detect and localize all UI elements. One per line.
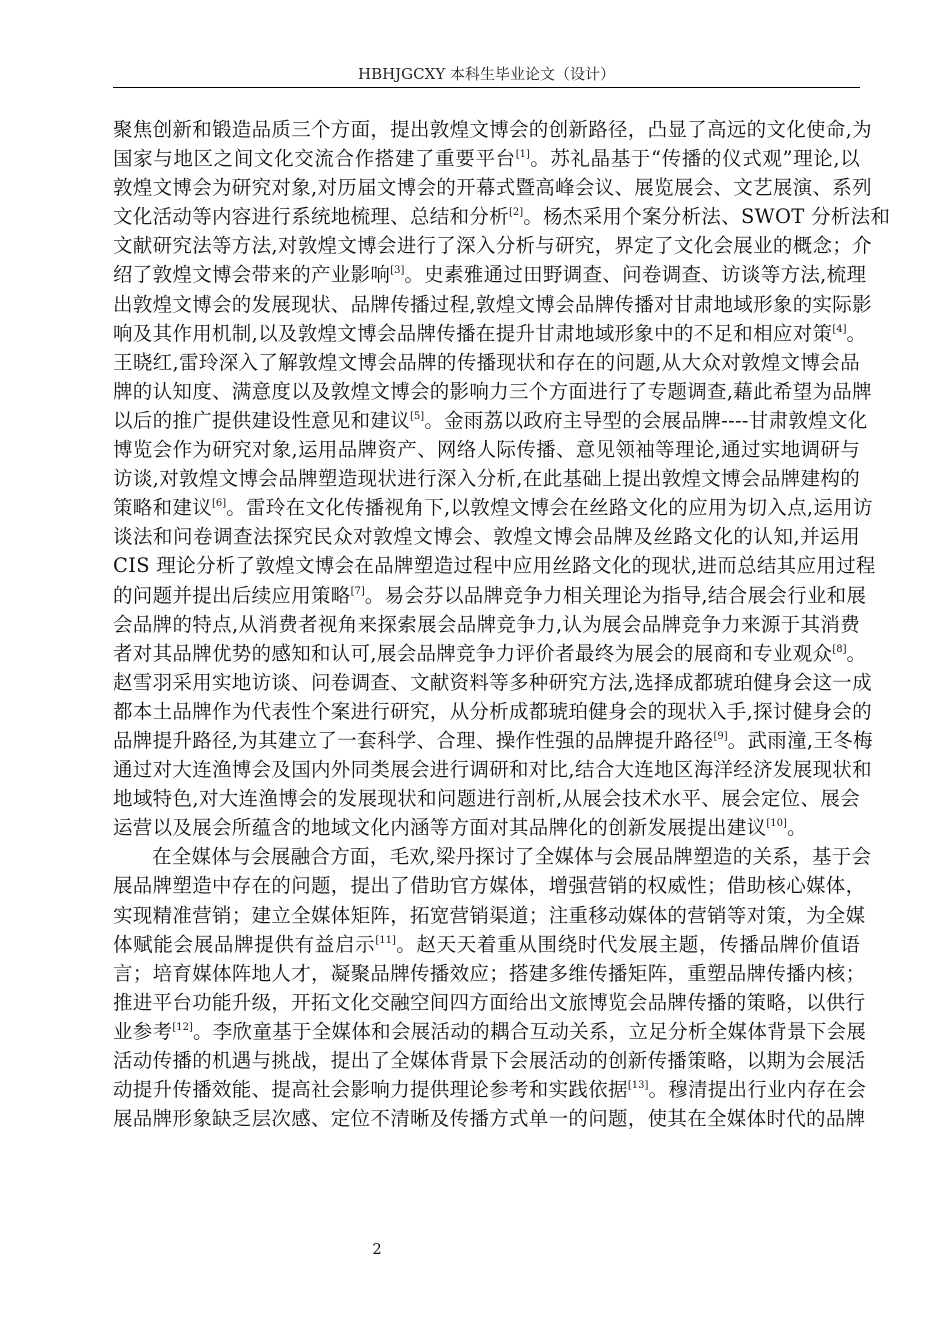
line-text: CIS 理论分析了敦煌文博会在品牌塑造过程中应用丝路文化的现状,进而总结其应用过程 [113,554,876,578]
line-text: 实现精准营销；建立全媒体矩阵，拓宽营销渠道；注重移动媒体的营销等对策，为全媒 [113,903,866,927]
text-line [113,959,866,988]
text-line [113,115,872,144]
line-text: 展品牌形象缺乏层次感、定位不清晰及传播方式单一的问题，使其在全媒体时代的品牌 [113,1107,866,1131]
citation-marker: [2] [509,207,524,219]
line-text-tail: 。杨杰采用个案分析法、SWOT 分析法和 [523,205,891,229]
text-line [113,930,860,959]
line-text: 策略和建议 [113,496,213,520]
line-text-tail: 。 [846,641,867,665]
citation-marker: [4] [832,323,847,335]
text-line [113,348,860,377]
line-text: 业参考 [113,1019,173,1043]
line-text: 活动传播的机遇与挑战，提出了全媒体背景下会展活动的创新传播策略，以期为会展活 [113,1049,866,1072]
line-text: 地域特色,对大连渔博会的发展现状和问题进行剖析,从展会技术水平、展会定位、展会 [113,787,860,811]
line-text-tail: 。金雨荔以政府主导型的会展品牌----甘肃敦煌文化 [424,408,868,432]
text-line [113,144,860,173]
text-line [113,1104,866,1133]
text-line [113,493,873,522]
citation-marker: [10] [766,818,787,830]
line-text: 出敦煌文博会的发展现状、品牌传播过程,敦煌文博会品牌传播对甘肃地域形象的实际影 [113,292,872,316]
text-line [113,988,866,1017]
text-line [113,406,868,435]
citation-marker: [5] [410,410,425,422]
text-line [113,260,867,289]
line-text-tail: 。雷玲在文化传播视角下,以敦煌文博会在丝路文化的应用为切入点,运用访 [226,496,873,520]
citation-marker: [13] [627,1080,649,1092]
text-line [113,726,873,755]
citation-marker: [6] [212,498,227,510]
line-text: 者对其品牌优势的感知和认可,展会品牌竞争力评价者最终为展会的展商和专业观众 [113,641,833,665]
page-header [113,64,860,88]
line-text-tail: 。穆清提出行业内存在会 [648,1078,867,1102]
line-text-tail: 。赵天天着重从围绕时代发展主题，传播品牌价值语 [395,932,860,956]
line-text: 的问题并提出后续应用策略 [113,583,351,607]
line-text: 展品牌塑造中存在的问题，提出了借助官方媒体，增强营销的权威性；借助核心媒体， [113,874,866,898]
line-text: 牌的认知度、满意度以及敦煌文博会的影响力三个方面进行了专题调查,藉此希望为品牌 [113,379,872,403]
line-text: 言；培育媒体阵地人才，凝聚品牌传播效应；搭建多维传播矩阵，重塑品牌传播内核； [113,961,866,985]
line-text: 响及其作用机制,以及敦煌文博会品牌传播在提升甘肃地域形象中的不足和相应对策 [113,321,833,345]
paragraph [113,842,872,1133]
header-title: HBHJGCXY 本科生毕业论文（设计） [357,65,615,83]
line-text: 国家与地区之间文化交流合作搭建了重要平台 [113,147,516,171]
paragraph [113,115,891,842]
citation-marker: [7] [350,585,365,597]
line-text-tail: 。李欣童基于全媒体和会展活动的耦合互动关系，立足分析全媒体背景下会展 [192,1019,867,1043]
line-text: 绍了敦煌文博会带来的产业影响 [113,263,391,287]
line-text-tail: 。武雨潼,王冬梅 [727,728,873,752]
text-line [113,639,867,668]
line-text-tail: 。易会芬以品牌竞争力相关理论为指导,结合展会行业和展 [364,583,867,607]
line-text: 会品牌的特点,从消费者视角来探索展会品牌竞争力,认为展会品牌竞争力来源于其消费 [113,612,860,636]
citation-marker: [3] [390,265,405,277]
text-line [113,1046,866,1075]
text-line [113,842,872,871]
text-line [113,435,860,464]
text-line [113,202,891,231]
line-text: 都本土品牌作为代表性个案进行研究，从分析成都琥珀健身会的现状入手,探讨健身会的 [113,699,872,723]
text-line [113,522,860,551]
line-text-tail: 。 [846,321,867,345]
citation-marker: [11] [375,934,396,946]
line-text: 王晓红,雷玲深入了解敦煌文博会品牌的传播现状和存在的问题,从大众对敦煌文博会品 [113,350,860,374]
line-text: 谈法和问卷调查法探究民众对敦煌文博会、敦煌文博会品牌及丝路文化的认知,并运用 [113,525,860,549]
text-line [113,290,872,319]
text-line [113,697,872,726]
line-text: 文献研究法等方法,对敦煌文博会进行了深入分析与研究，界定了文化会展业的概念；介 [113,234,872,258]
text-line [113,231,872,260]
text-line [113,464,860,493]
text-line [113,871,866,900]
line-text: 体赋能会展品牌提供有益启示 [113,932,376,956]
text-line [113,319,867,348]
line-text: 以后的推广提供建设性意见和建议 [113,408,411,432]
text-line [113,901,866,930]
text-line [113,377,872,406]
line-text: 博览会作为研究对象,运用品牌资产、网络人际传播、意见领袖等理论,通过实地调研与 [113,438,860,462]
citation-marker: [9] [713,730,728,742]
page-number: 2 [372,1240,382,1258]
line-text: 运营以及展会所蕴含的地域文化内涵等方面对其品牌化的创新发展提出建议 [113,816,767,840]
text-line [113,173,872,202]
text-line [113,784,860,813]
line-text: 访谈,对敦煌文博会品牌塑造现状进行深入分析,在此基础上提出敦煌文博会品牌建构的 [113,467,860,491]
line-text-tail: 。苏礼晶基于“传播的仪式观”理论,以 [529,147,860,171]
text-line [113,551,876,580]
line-text: 文化活动等内容进行系统地梳理、总结和分析 [113,205,510,229]
line-text-tail: 。 [786,816,807,840]
text-line [113,813,860,842]
line-text: 聚焦创新和锻造品质三个方面，提出敦煌文博会的创新路径，凸显了高远的文化使命,为 [113,118,872,141]
text-line [113,610,860,639]
text-line [113,581,867,610]
line-text-tail: 。史素雅通过田野调查、问卷调查、访谈等方法,梳理 [404,263,867,287]
line-text: 通过对大连渔博会及国内外同类展会进行调研和对比,结合大连地区海洋经济发展现状和 [113,758,872,782]
document-body [113,115,891,1133]
text-line [113,755,872,784]
text-line [113,1017,867,1046]
line-text: 动提升传播效能、提高社会影响力提供理论参考和实践依据 [113,1078,628,1102]
line-text: 赵雪羽采用实地访谈、问卷调查、文献资料等多种研究方法,选择成都琥珀健身会这一成 [113,670,872,694]
citation-marker: [12] [172,1021,193,1033]
citation-marker: [8] [832,643,847,655]
text-line [113,668,872,697]
citation-marker: [1] [515,149,530,161]
text-line [113,1075,867,1104]
line-text: 在全媒体与会展融合方面，毛欢,梁丹探讨了全媒体与会展品牌塑造的关系，基于会 [152,845,872,869]
line-text: 推进平台功能升级，开拓文化交融空间四方面给出文旅博览会品牌传播的策略，以供行 [113,990,866,1014]
line-text: 品牌提升路径,为其建立了一套科学、合理、操作性强的品牌提升路径 [113,728,714,752]
line-text: 敦煌文博会为研究对象,对历届文博会的开幕式暨高峰会议、展览展会、文艺展演、系列 [113,176,872,200]
